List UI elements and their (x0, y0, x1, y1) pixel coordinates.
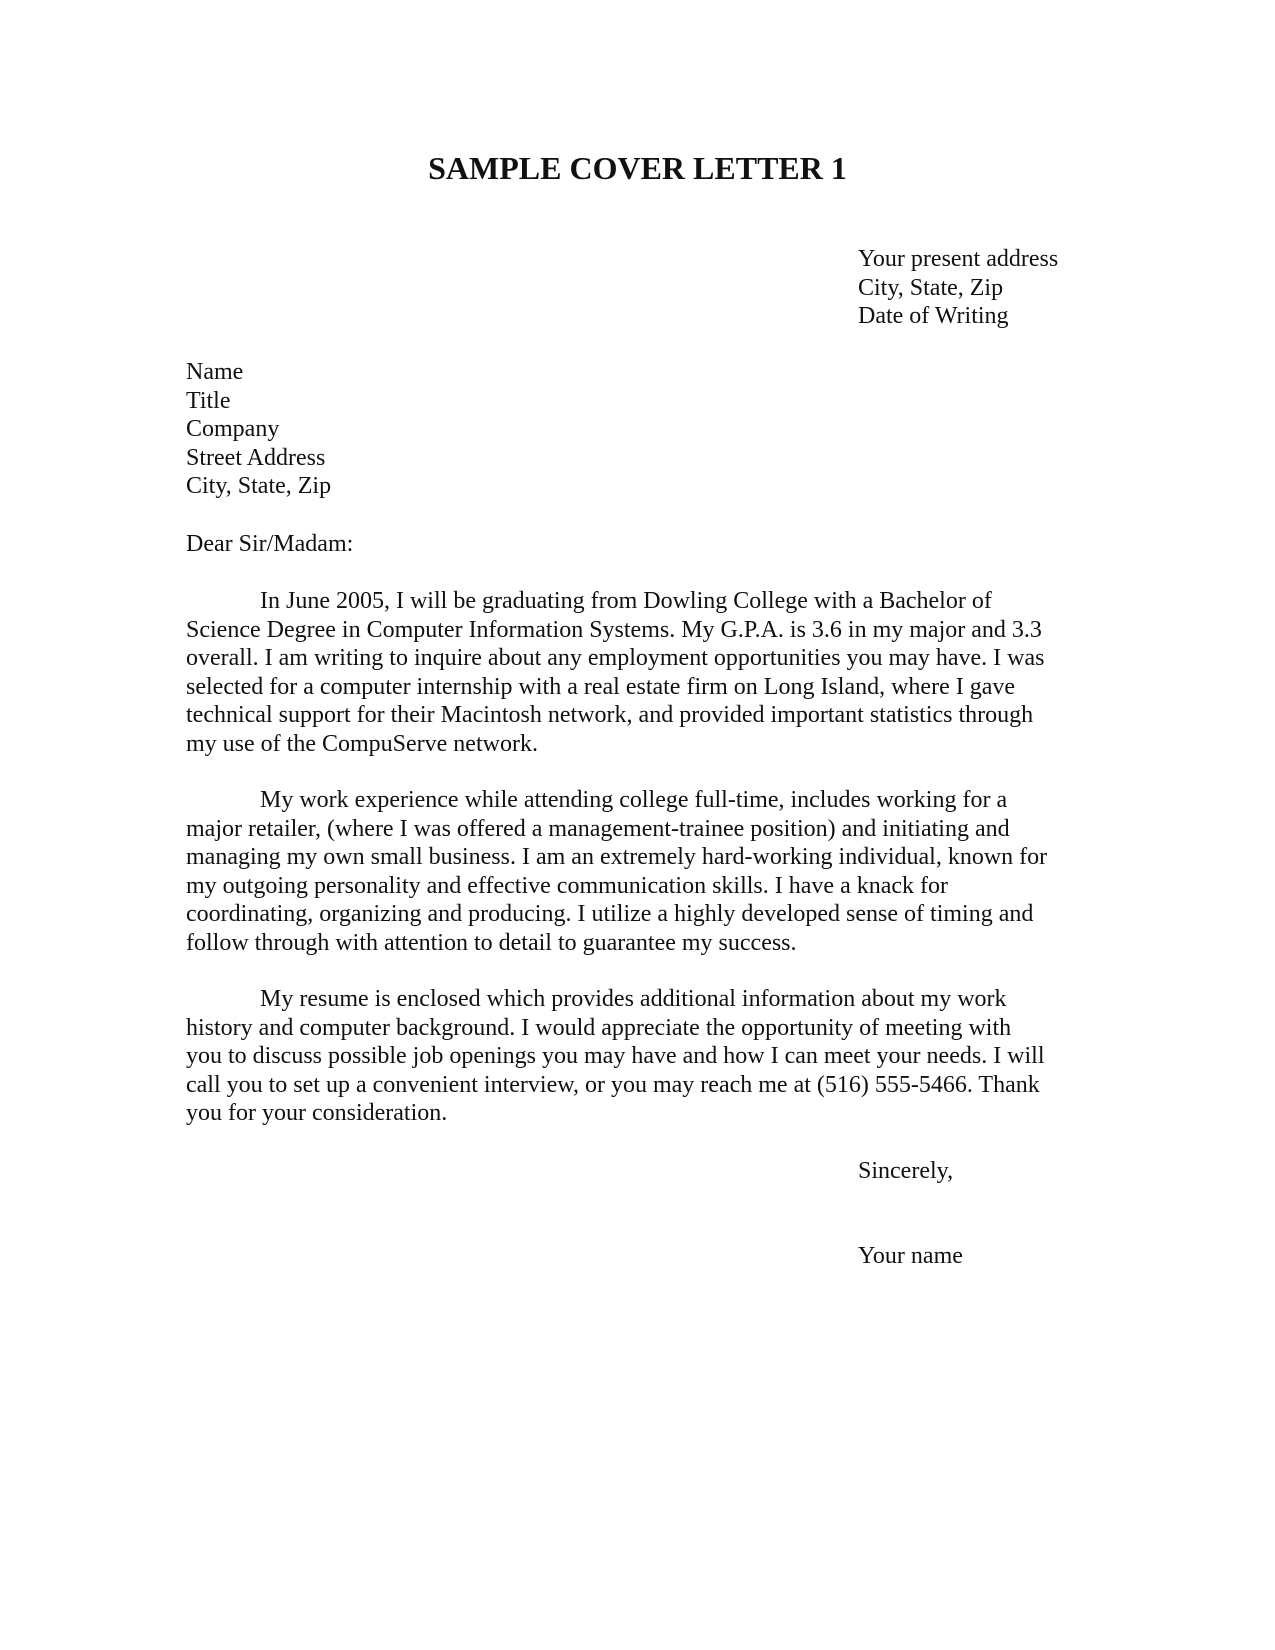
paragraph-line: follow through with attention to detail to guarantee my success. (186, 929, 797, 956)
body-paragraph-1 (186, 587, 1086, 758)
closing: Sincerely, (858, 1158, 954, 1184)
recipient-name: Name (186, 359, 244, 385)
paragraph-line: technical support for their Macintosh network, and provided important statistics through (186, 702, 1034, 728)
signature-name: Your name (858, 1243, 963, 1269)
recipient-company: Company (186, 416, 280, 442)
paragraph-line: my outgoing personality and effective communication skills. I have a knack for (186, 872, 949, 899)
paragraph-line: managing my own small business. I am an extremely hard-working individual, known for (186, 844, 1048, 870)
paragraph-line: Science Degree in Computer Information Systems. My G.P.A. is 3.6 in my major and 3.3 (186, 616, 1042, 643)
recipient-address-block (186, 358, 331, 501)
sender-address-block (858, 245, 1058, 331)
paragraph-line: call you to set up a convenient interview, or you may reach me at (516) 555-5466. Thank (186, 1071, 1040, 1098)
sender-city-state-zip: City, State, Zip (858, 274, 1004, 301)
body-paragraph-3 (186, 985, 1086, 1128)
paragraph-line: coordinating, organizing and producing. I utilize a highly developed sense of timing and (186, 901, 1034, 927)
page-title: SAMPLE COVER LETTER 1 (428, 150, 847, 186)
recipient-city-state-zip: City, State, Zip (186, 473, 332, 499)
paragraph-line: you for your consideration. (186, 1100, 448, 1126)
salutation: Dear Sir/Madam: (186, 531, 354, 557)
paragraph-line: you to discuss possible job openings you may have and how I can meet your needs. I will (186, 1043, 1045, 1069)
paragraph-line: selected for a computer internship with a real estate firm on Long Island, where I gave (186, 673, 1016, 700)
sender-date: Date of Writing (858, 303, 1009, 329)
body-paragraph-2 (186, 786, 1086, 957)
paragraph-line: In June 2005, I will be graduating from Dowling College with a Bachelor of (260, 588, 992, 614)
recipient-title: Title (186, 387, 231, 414)
paragraph-line: My resume is enclosed which provides additional information about my work (260, 986, 1007, 1012)
paragraph-line: my use of the CompuServe network. (186, 730, 538, 757)
paragraph-line: overall. I am writing to inquire about any employment opportunities you may have. I was (186, 645, 1045, 671)
paragraph-line: history and computer background. I would appreciate the opportunity of meeting with (186, 1014, 1012, 1041)
sender-address: Your present address (858, 246, 1059, 272)
paragraph-line: major retailer, (where I was offered a management-trainee position) and initiating and (186, 815, 1010, 842)
paragraph-line: My work experience while attending college full-time, includes working for a (260, 787, 1008, 813)
recipient-street: Street Address (186, 444, 326, 471)
